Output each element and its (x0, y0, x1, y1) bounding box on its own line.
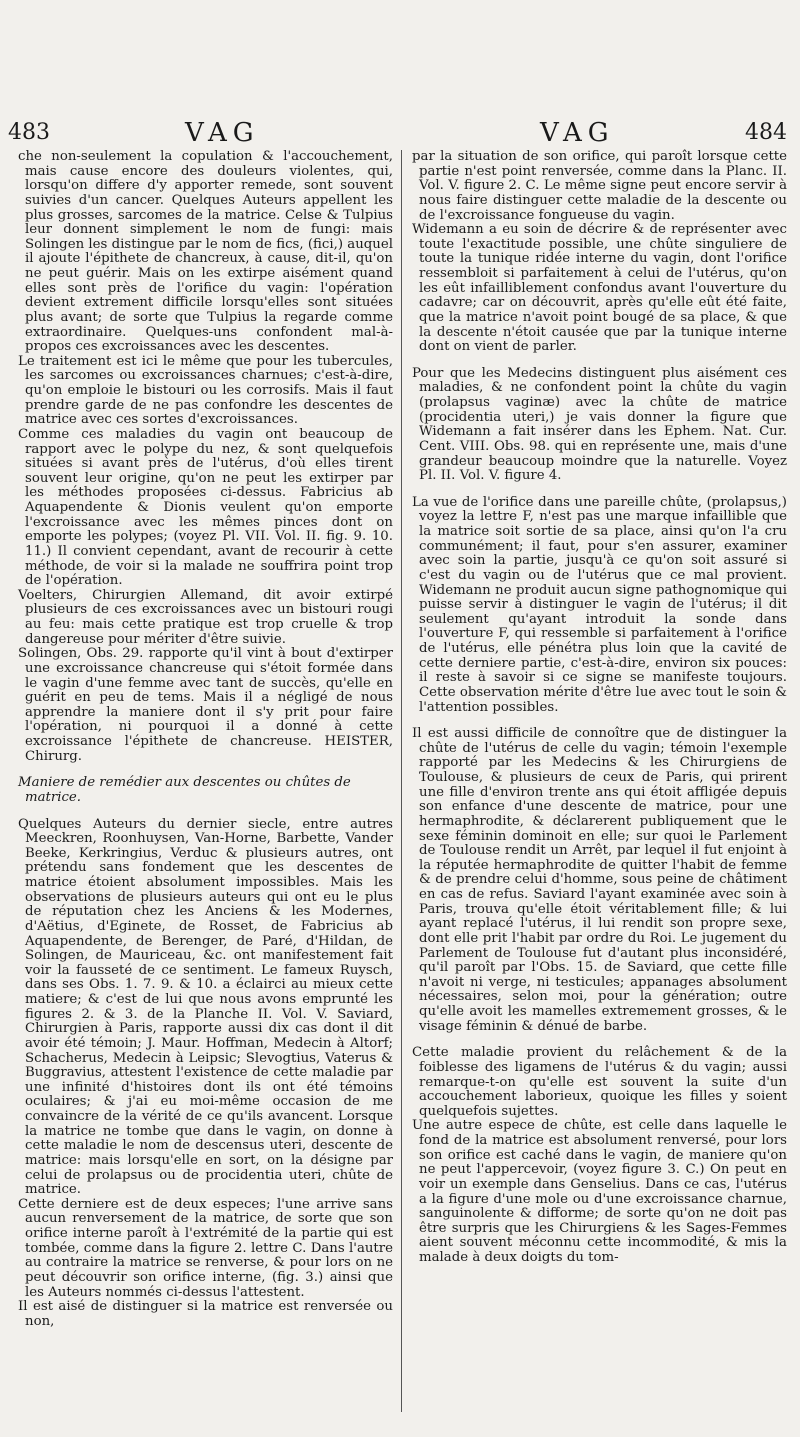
column-divider (401, 150, 402, 1412)
left-paragraph: che non-seulement la copulation & l'accouchement, mais cause encore des douleurs violentes, qui, lorsqu'on differe d'y apporter remede, sont souvent suivies d'un cancer. Quelques Auteurs appellent les plus grosses, sarcomes de la matrice. Celse & Tulpius leur donnent simplement le nom de fungi: mais Solingen les distingue par le nom de fics, (fici,) auquel il ajoute l'épithete de chancreux, à cause, dit-il, qu'on ne peut guérir. Mais on les extirpe aisément quand elles sont près de l'orifice du vagin: l'opération devient extrement difficile lorsqu'elles sont situées plus avant; de sorte que Tulpius la regarde comme extraordinaire. Quelques-uns confondent mal-à-propos ces excroissances avec les descentes. (18, 149, 393, 355)
left-paragraph: Quelques Auteurs du dernier siecle, entre autres Meeckren, Roonhuysen, Van-Horne, Barbette, Vander Beeke, Kerkringius, Verduc & plusieurs autres, ont prétendu sans fondement que les descentes de matrice étoient absolument impossibles. Mais les observations de plusieurs auteurs qui ont eu le plus de réputation chez les Anciens & les Modernes, d'Aëtius, d'Eginete, de Rosset, de Fabricius ab Aquapendente, de Berenger, de Paré, d'Hildan, de Solingen, de Mauriceau, &c. ont manifestement fait voir la fausseté de ce sentiment. Le fameux Ruysch, dans ses Obs. 1. 7. 9. & 10. a éclairci au mieux cette matiere; & c'est de lui que nous avons emprunté les figures 2. & 3. de la Planche II. Vol. V. Saviard, Chirurgien à Paris, rapporte aussi dix cas dont il dit avoir été témoin; J. Maur. Hoffman, Medecin à Altorf; Schacherus, Medecin à Leipsic; Slevogtius, Vaterus & Buggravius, attestent l'existence de cette maladie par une infinité d'histoires dont ils ont été témoins oculaires; & j'ai eu moi-même occasion de me convaincre de la vérité de ce qu'ils avancent. Lorsque la matrice ne tombe que dans le vagin, on donne à cette maladie le nom de descensus uteri, descente de matrice: mais lorsqu'elle en sort, on la désigne par celui de prolapsus ou de procidentia uteri, chûte de matrice. (18, 816, 393, 1198)
right-running-head: VAG (540, 118, 615, 148)
right-paragraph: par la situation de son orifice, qui paroît lorsque cette partie n'est point renversée, comme dans la Planc. II. Vol. V. figure 2. C. Le même signe peut encore servir à nous faire distinguer cette maladie de la descente ou de l'excroissance fongueuse du vagin. (412, 149, 787, 223)
left-page-number: 483 (8, 120, 50, 145)
right-paragraph: Il est aussi difficile de connoître que de distinguer la chûte de l'utérus de celle du vagin; témoin l'exemple rapporté par les Medecins & les Chirurgiens de Toulouse, & plusieurs de ceux de Paris, qui prirent une fille d'environ trente ans qui étoit affligée depuis son enfance d'une descente de matrice, pour une hermaphrodite, & déclarerent publiquement que le sexe féminin dominoit en elle; sur quoi le Parlement de Toulouse rendit un Arrêt, par lequel il fut enjoint à la réputée hermaphrodite de quitter l'habit de femme & de prendre celui d'homme, sous peine de châtiment en cas de refus. Saviard l'ayant examinée avec soin à Paris, trouva qu'elle étoit véritablement fille; & lui ayant replacé l'utérus, il lui rendit son propre sexe, dont elle prit l'habit par ordre du Roi. Le jugement du Parlement de Toulouse fut d'autant plus inconsidéré, qu'il paroît par l'Obs. 15. de Saviard, que cette fille n'avoit ni verge, ni testicules; appanages absolument nécessaires, selon moi, pour la génération; outre qu'elle avoit les mamelles extremement grosses, & le visage féminin & dénué de barbe. (412, 726, 787, 1034)
left-running-head: VAG (185, 118, 260, 148)
left-text-column (18, 150, 393, 1329)
right-text-column (412, 150, 787, 1266)
left-paragraph: Comme ces maladies du vagin ont beaucoup de rapport avec le polype du nez, & sont quelquefois situées si avant près de l'utérus, d'où elles tirent souvent leur origine, qu'on ne peut les extirper par les méthodes proposées ci-dessus. Fabricius ab Aquapendente & Dionis veulent qu'on emporte l'excroissance avec les mêmes pinces dont on emporte les polypes; (voyez Pl. VII. Vol. II. fig. 9. 10. 11.) Il convient cependant, avant de recourir à cette méthode, de voir si la malade ne souffrira point trop de l'opération. (18, 426, 393, 589)
left-paragraph: Il est aisé de distinguer si la matrice est renversée ou non, (18, 1299, 393, 1329)
right-paragraph: Pour que les Medecins distinguent plus aisément ces maladies, & ne confondent point la chûte du vagin (prolapsus vaginæ) avec la chûte de matrice (procidentia uteri,) je vais donner la figure que Widemann a fait insérer dans les Ephem. Nat. Cur. Cent. VIII. Obs. 98. qui en représente une, mais d'une grandeur beaucoup moindre que la naturelle. Voyez Pl. II. Vol. V. figure 4. (412, 365, 787, 484)
right-paragraph: Une autre espece de chûte, est celle dans laquelle le fond de la matrice est absolument renversé, pour lors son orifice est caché dans le vagin, de maniere qu'on ne peut l'appercevoir, (voyez figure 3. C.) On peut en voir un exemple dans Genselius. Dans ce cas, l'utérus a la figure d'une mole ou d'une excroissance charnue, sanguinolente & difforme; de sorte qu'on ne doit pas être surpris que les Chirurgiens & les Sages-Femmes aient souvent méconnu cette incommodité, & mis la malade à deux doigts du tom- (412, 1118, 787, 1265)
section-heading: Maniere de remédier aux descentes ou chûtes de matrice. (18, 775, 351, 805)
right-page-number: 484 (745, 120, 787, 145)
right-paragraph: Cette maladie provient du relâchement & de la foiblesse des ligamens de l'utérus & du vagin; aussi remarque-t-on qu'elle est souvent la suite d'un accouchement laborieux, quoique les filles y soient quelquefois sujettes. (412, 1045, 787, 1119)
left-paragraph: Solingen, Obs. 29. rapporte qu'il vint à bout d'extirper une excroissance chancreuse qui s'étoit formée dans le vagin d'une femme avec tant de succès, qu'elle en guérit en peu de tems. Mais il a négligé de nous apprendre la maniere dont il s'y prit pour faire l'opération, ni pourquoi il a donné à cette excroissance l'épithete de chancreuse. HEISTER, Chirurg. (18, 646, 393, 764)
left-paragraph: Voelters, Chirurgien Allemand, dit avoir extirpé plusieurs de ces excroissances avec un bistouri rougi au feu: mais cette pratique est trop cruelle & trop dangereuse pour mériter d'être suivie. (18, 587, 393, 647)
right-paragraph: Widemann a eu soin de décrire & de représenter avec toute l'exactitude possible, une chûte singuliere de toute la tunique ridée interne du vagin, dont l'orifice ressembloit si parfaitement à celui de l'utérus, qu'on les eût infailliblement confondus avant l'ouverture du cadavre; car on découvrit, après qu'elle eût été faite, que la matrice n'avoit point bougé de sa place, & que la descente n'étoit causée que par la tunique interne dont on vient de parler. (412, 222, 787, 355)
right-paragraph: La vue de l'orifice dans une pareille chûte, (prolapsus,) voyez la lettre F, n'est pas une marque infaillible que la matrice soit sortie de sa place, ainsi qu'on l'a cru communément; il faut, pour s'en assurer, examiner avec soin la partie, jusqu'à ce qu'on soit assuré si c'est du vagin ou de l'utérus que ce mal provient. Widemann ne produit aucun signe pathognomique qui puisse servir à distinguer le vagin de l'utérus; il dit seulement qu'ayant introduit la sonde dans l'ouverture F, qui ressemble si parfaitement à l'orifice de l'utérus, elle pénétra plus loin que la cavité de cette derniere partie, c'est-à-dire, environ six pouces: il reste à savoir si ce signe se manifeste toujours. Cette observation mérite d'être lue avec tout le soin & l'attention possibles. (412, 494, 788, 715)
left-paragraph: Cette derniere est de deux especes; l'une arrive sans aucun renversement de la matrice, de sorte que son orifice interne paroît à l'extrémité de la partie qui est tombée, comme dans la figure 2. lettre C. Dans l'autre au contraire la matrice se renverse, & pour lors on ne peut découvrir son orifice interne, (fig. 3.) ainsi que les Auteurs nommés ci-dessus l'attestent. (18, 1196, 393, 1300)
left-paragraph: Le traitement est ici le même que pour les tubercules, les sarcomes ou excroissances charnues; c'est-à-dire, qu'on emploie le bistouri ou les corrosifs. Mais il faut prendre garde de ne pas confondre les descentes de matrice avec ces sortes d'excroissances. (18, 353, 393, 428)
